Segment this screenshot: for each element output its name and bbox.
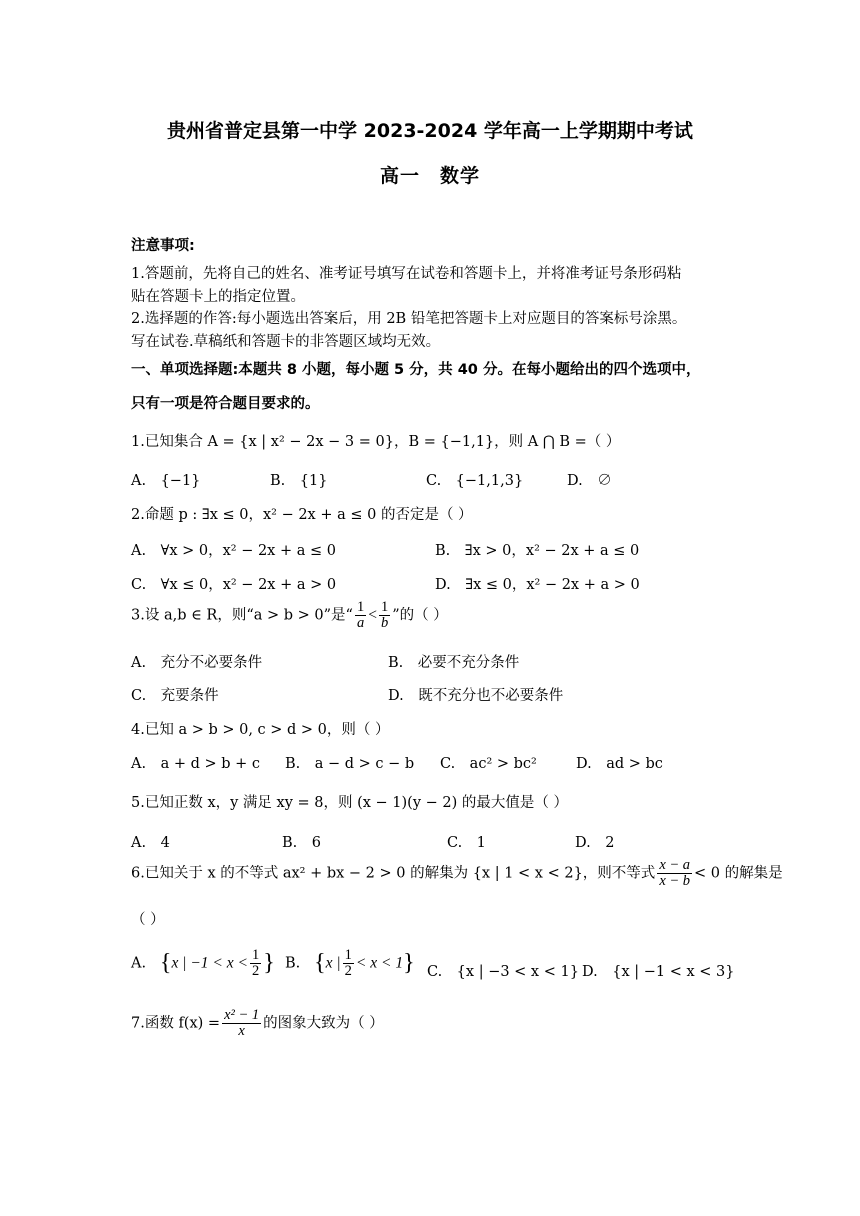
exam-subtitle: 高一 数学 <box>379 165 480 187</box>
question-7-stem <box>131 1008 384 1039</box>
question-3-stem: 3.设 a,b ∈ R，则“a > b > 0”是“ $\frac{1}{a}$ < $\frac{1}{b}$ ”的（ ） <box>131 599 448 631</box>
notice-item2-line1: 2.选择题的作答:每小题选出答案后，用 2B 铅笔把答题卡上对应题目的答案标号涂黑。 <box>131 311 687 327</box>
question-3-stem-prefix: 3.设 a,b ∈ R，则“a > b > 0”是“ <box>131 607 353 624</box>
question-5-option-b: B. 6 <box>282 835 321 851</box>
notice-item1-line1: 1.答题前，先将自己的姓名、准考证号填写在试卷和答题卡上，并将准考证号条形码粘 <box>131 266 682 282</box>
question-7-stem-suffix: 的图象大致为（ ） <box>263 1015 384 1032</box>
question-6-option-b: B. {x | $\frac{1}{2}$ < x < 1} <box>285 947 415 979</box>
fraction-x2-minus-1-over-x: $\frac{\text{x² − 1}}{x}$ <box>224 1007 260 1039</box>
question-5-stem: 5.已知正数 x，y 满足 xy = 8，则 (x − 1)(y − 2) 的最大值是（ ） <box>131 795 569 811</box>
question-4-option-b: B. a − d > c − b <box>285 756 415 772</box>
question-1-option-b: B. {1} <box>270 473 328 489</box>
question-2-stem: 2.命题 p : ∃x ≤ 0，x² − 2x + a ≤ 0 的否定是（ ） <box>131 507 473 523</box>
section1-line2: 只有一项是符合题目要求的。 <box>131 396 320 412</box>
fraction-1-over-a: $\frac{1}{a}$ <box>356 599 365 631</box>
notice-heading: 注意事项: <box>131 238 195 254</box>
question-6-stem-prefix: 6.已知关于 x 的不等式 ax² + bx − 2 > 0 的解集为 {x | 1 < x < 2}，则不等式 <box>131 865 656 882</box>
question-6-stem-line2: （ ） <box>131 912 165 928</box>
question-1-option-a: A. {−1} <box>131 473 201 489</box>
question-6-option-c: C. {x | −3 < x < 1} <box>427 964 579 980</box>
question-1-stem: 1.已知集合 A = {x | x² − 2x − 3 = 0}，B = {−1,1}，则 A ⋂ B =（ ） <box>131 434 621 450</box>
notice-item1-line2: 贴在答题卡上的指定位置。 <box>131 289 305 305</box>
question-4-option-c: C. ac² > bc² <box>440 756 537 772</box>
question-5-option-d: D. 2 <box>575 835 615 851</box>
question-4-option-a: A. a + d > b + c <box>131 756 261 772</box>
question-4-stem: 4.已知 a > b > 0, c > d > 0，则（ ） <box>131 722 390 738</box>
question-2-option-c: C. ∀x ≤ 0，x² − 2x + a > 0 <box>131 577 337 593</box>
question-6-stem-suffix: < 0 的解集是 <box>694 865 783 882</box>
question-2-option-d: D. ∃x ≤ 0，x² − 2x + a > 0 <box>435 577 640 593</box>
question-3-option-b: B. 必要不充分条件 <box>388 655 520 671</box>
fraction-x-minus-a-over-x-minus-b: $\frac{x - a}{x - b}$ <box>659 857 691 889</box>
question-3-stem-suffix: ”的（ ） <box>392 607 448 624</box>
question-6-stem <box>131 858 783 889</box>
question-3-option-c: C. 充要条件 <box>131 688 219 704</box>
question-1-option-d: D. ∅ <box>567 473 612 489</box>
question-2-option-b: B. ∃x > 0，x² − 2x + a ≤ 0 <box>435 543 640 559</box>
question-2-option-a: A. ∀x > 0，x² − 2x + a ≤ 0 <box>131 543 336 559</box>
fraction-1-over-b: $\frac{1}{b}$ <box>380 599 389 631</box>
question-5-option-a: A. 4 <box>131 835 170 851</box>
question-5-option-c: C. 1 <box>447 835 486 851</box>
question-6-option-d: D. {x | −1 < x < 3} <box>582 964 735 980</box>
question-3-option-a: A. 充分不必要条件 <box>131 655 263 671</box>
question-3-option-d: D. 既不充分也不必要条件 <box>388 688 564 704</box>
notice-item2-line2: 写在试卷.草稿纸和答题卡的非答题区域均无效。 <box>131 334 441 350</box>
question-4-option-d: D. ad > bc <box>576 756 663 772</box>
question-6-option-a: A. {x | −1 < x < $\frac{1}{2}$ } <box>131 947 275 979</box>
exam-title: 贵州省普定县第一中学 2023-2024 学年高一上学期期中考试 <box>167 120 693 142</box>
question-7-stem-prefix: 7.函数 f(x) = <box>131 1015 221 1032</box>
section1-line1: 一、单项选择题:本题共 8 小题，每小题 5 分，共 40 分。在每小题给出的四个选项中， <box>131 362 701 378</box>
question-1-option-c: C. {−1,1,3} <box>426 473 524 489</box>
